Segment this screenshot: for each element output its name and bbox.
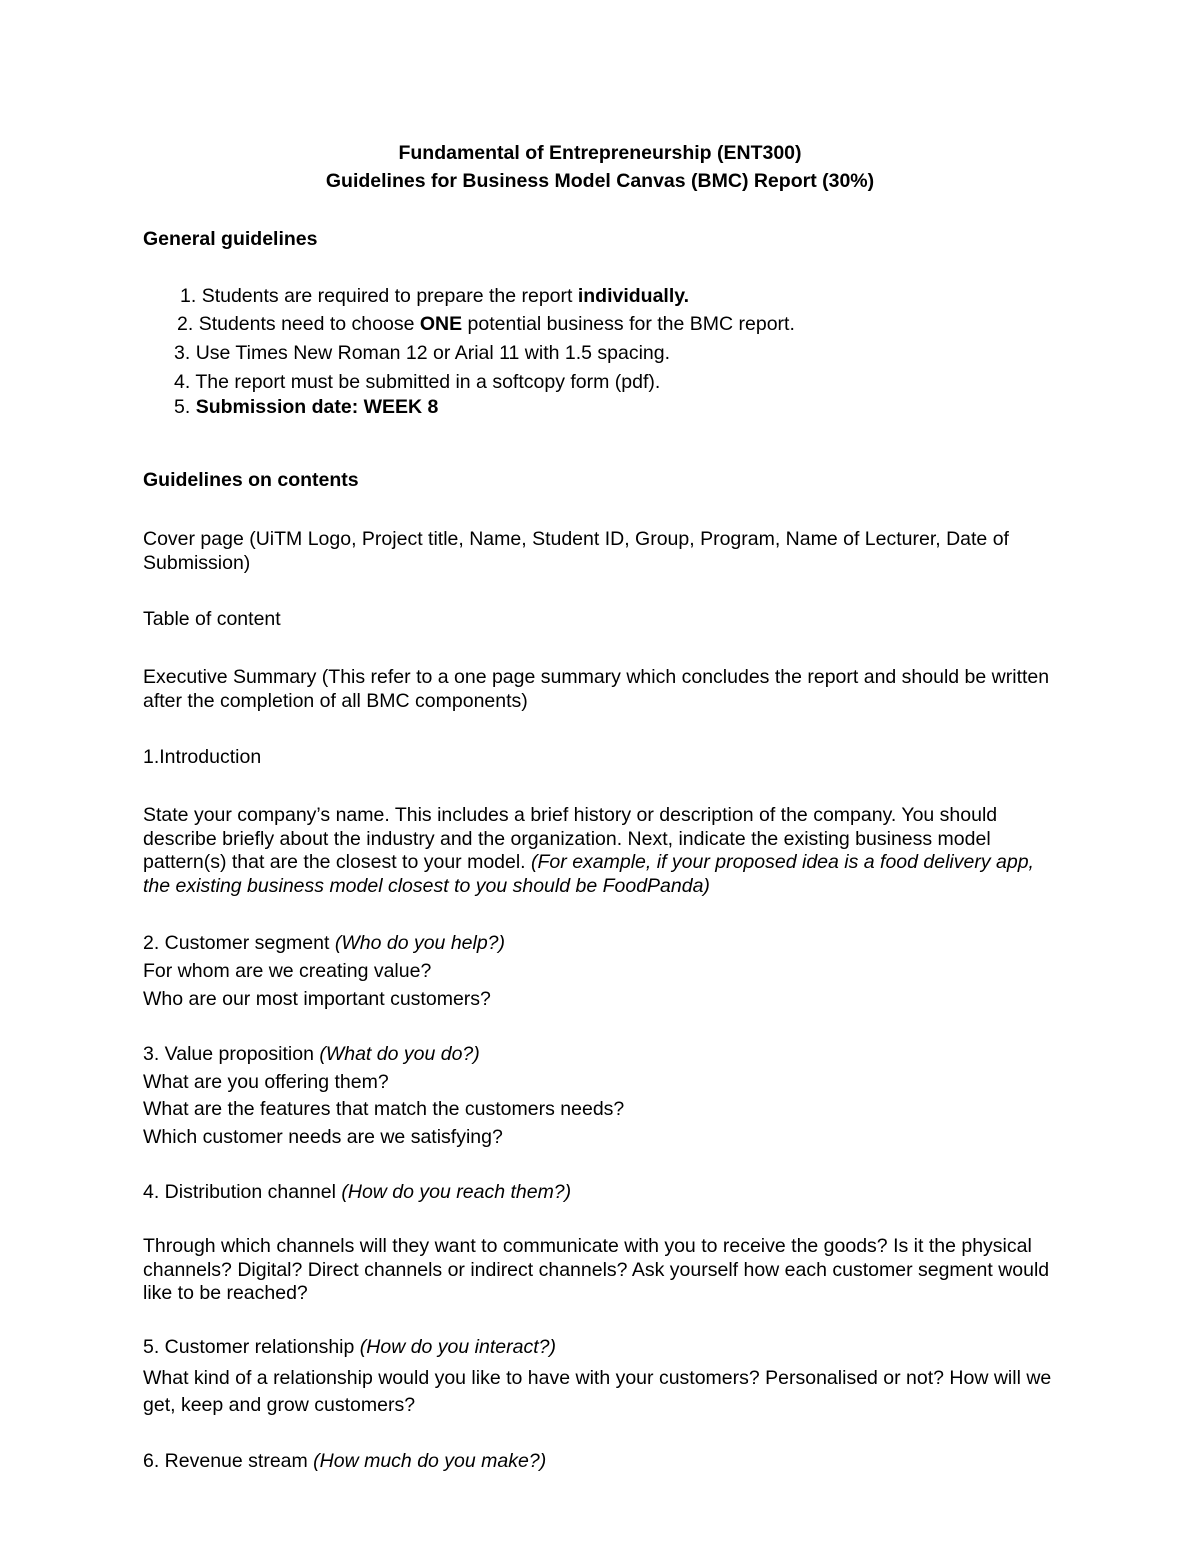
section-title-question: (Who do you help?)	[334, 932, 506, 954]
section-title-text: 3. Value proposition	[143, 1043, 320, 1065]
list-text: Students are required to prepare the report	[201, 285, 578, 307]
section-title-text: 6. Revenue stream	[143, 1450, 314, 1472]
list-text: Students need to choose	[198, 313, 420, 335]
section-title-text: 2. Customer segment	[143, 932, 335, 954]
guideline-item-3	[174, 342, 670, 365]
cover-page-text: Cover page (UiTM Logo, Project title, Name, Student ID, Group, Program, Name of Lecturer, Date of Submission)	[143, 528, 1009, 574]
section-title-revenue-stream	[143, 1450, 546, 1473]
section-title-question: (How do you interact?)	[359, 1336, 556, 1358]
course-title: Fundamental of Entrepreneurship (ENT300)	[398, 142, 802, 164]
guideline-item-1	[180, 285, 689, 308]
value-proposition-question-2: What are the features that match the customers needs?	[143, 1098, 625, 1120]
list-number: 4.	[174, 371, 191, 393]
relationship-paragraph: What kind of a relationship would you like to have with your customers? Personalised or not? How will we get, keep and grow customers?	[143, 1367, 1052, 1416]
section-title-introduction: 1.Introduction	[143, 746, 262, 768]
list-text: potential business for the BMC report.	[462, 313, 795, 335]
list-number: 5.	[174, 396, 191, 418]
executive-summary-text: Executive Summary (This refer to a one page summary which concludes the report and should be written after the completion of all BMC components)	[143, 666, 1050, 712]
customer-segment-question-2: Who are our most important customers?	[143, 988, 491, 1010]
introduction-paragraph	[143, 804, 1063, 898]
guideline-item-4	[174, 371, 660, 394]
section-title-value-proposition	[143, 1043, 480, 1066]
section-title-text: 5. Customer relationship	[143, 1336, 360, 1358]
guideline-item-5	[174, 396, 438, 419]
general-guidelines-heading: General guidelines	[143, 228, 318, 250]
customer-segment-question-1: For whom are we creating value?	[143, 960, 432, 982]
list-number: 1.	[180, 285, 197, 307]
section-title-question: (What do you do?)	[319, 1043, 480, 1065]
list-text-bold: ONE	[419, 313, 463, 335]
section-title-distribution-channel	[143, 1181, 571, 1204]
value-proposition-question-3: Which customer needs are we satisfying?	[143, 1126, 503, 1148]
contents-heading: Guidelines on contents	[143, 469, 359, 491]
value-proposition-question-1: What are you offering them?	[143, 1071, 389, 1093]
table-of-content-text: Table of content	[143, 608, 281, 630]
section-title-customer-segment	[143, 932, 505, 955]
document-subtitle: Guidelines for Business Model Canvas (BMC) Report (30%)	[325, 170, 875, 192]
guideline-item-2	[177, 313, 795, 336]
section-title-question: (How do you reach them?)	[341, 1181, 572, 1203]
list-text-bold: Submission date: WEEK 8	[195, 396, 439, 418]
section-title-text: 4. Distribution channel	[143, 1181, 342, 1203]
section-title-question: (How much do you make?)	[313, 1450, 547, 1472]
distribution-paragraph: Through which channels will they want to communicate with you to receive the goods? Is it the physical channels? Digital? Direct channels or indirect channels? Ask yourself how each customer segment would like to be reached?	[143, 1235, 1050, 1304]
list-text-bold: individually.	[577, 285, 690, 307]
list-text: The report must be submitted in a softcopy form (pdf).	[195, 371, 661, 393]
list-text: Use Times New Roman 12 or Arial 11 with 1.5 spacing.	[195, 342, 671, 364]
introduction-example: (For example, if your proposed idea is a food delivery app, the existing business model closest to you should be FoodPanda)	[143, 851, 1034, 897]
section-title-customer-relationship	[143, 1336, 556, 1359]
list-number: 3.	[174, 342, 191, 364]
introduction-text: State your company’s name. This includes a brief history or description of the company. You should describe briefly about the industry and the organization. Next, indicate the existing business model pattern(s) that are the closest to your model.	[143, 804, 998, 873]
list-number: 2.	[177, 313, 194, 335]
